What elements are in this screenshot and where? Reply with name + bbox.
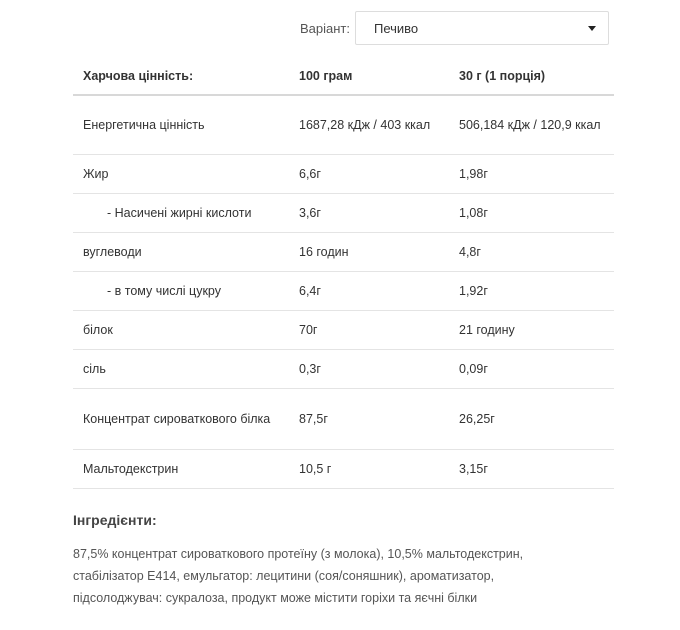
table-row [73, 450, 614, 489]
table-row [73, 194, 614, 233]
nutrition-table [73, 58, 614, 489]
row-name: сіль [73, 350, 289, 389]
row-per-serving: 3,15г [449, 450, 614, 489]
row-name: білок [73, 311, 289, 350]
row-per-serving: 1,08г [449, 194, 614, 233]
row-per-serving: 0,09г [449, 350, 614, 389]
table-row [73, 155, 614, 194]
row-per-serving: 1,92г [449, 272, 614, 311]
table-row [73, 95, 614, 155]
row-per-100g: 3,6г [289, 194, 449, 233]
row-name: Мальтодекстрин [73, 450, 289, 489]
header-per-serving: 30 г (1 порція) [449, 58, 614, 95]
table-row [73, 389, 614, 450]
row-per-100g: 1687,28 кДж / 403 ккал [289, 95, 449, 155]
row-per-100g: 6,6г [289, 155, 449, 194]
table-row [73, 272, 614, 311]
table-row [73, 233, 614, 272]
row-name: Концентрат сироваткового білка [73, 389, 289, 450]
row-name: вуглеводи [73, 233, 289, 272]
row-name: - в тому числі цукру [73, 272, 289, 311]
variant-label: Варіант: [300, 20, 350, 36]
ingredients-title: Інгредієнти: [73, 512, 157, 528]
row-per-100g: 0,3г [289, 350, 449, 389]
table-row [73, 311, 614, 350]
row-per-100g: 6,4г [289, 272, 449, 311]
row-per-100g: 70г [289, 311, 449, 350]
row-name: Жир [73, 155, 289, 194]
row-per-serving: 506,184 кДж / 120,9 ккал [449, 95, 614, 155]
row-per-serving: 26,25г [449, 389, 614, 450]
ingredients-text: 87,5% концентрат сироваткового протеїну (з молока), 10,5% мальтодекстрин, стабілізатор Е414, емульгатор: лецитини (соя/соняшник), ароматизатор, підсолоджувач: сукралоза, продукт може містити горіхи та яєчні білки [73, 547, 524, 605]
table-row [73, 350, 614, 389]
ingredients-section [73, 512, 573, 609]
row-per-100g: 10,5 г [289, 450, 449, 489]
row-per-100g: 16 годин [289, 233, 449, 272]
row-per-serving: 21 годину [449, 311, 614, 350]
variant-selector-row [300, 10, 609, 46]
header-nutrition: Харчова цінність: [73, 58, 289, 95]
header-per-100g: 100 грам [289, 58, 449, 95]
variant-dropdown[interactable] [355, 11, 609, 45]
row-name: Енергетична цінність [73, 95, 289, 155]
row-per-100g: 87,5г [289, 389, 449, 450]
row-name: - Насичені жирні кислоти [73, 194, 289, 233]
table-header-row [73, 58, 614, 95]
variant-selected-value: Печиво [374, 20, 419, 36]
row-per-serving: 4,8г [449, 233, 614, 272]
row-per-serving: 1,98г [449, 155, 614, 194]
caret-down-icon [588, 26, 596, 31]
